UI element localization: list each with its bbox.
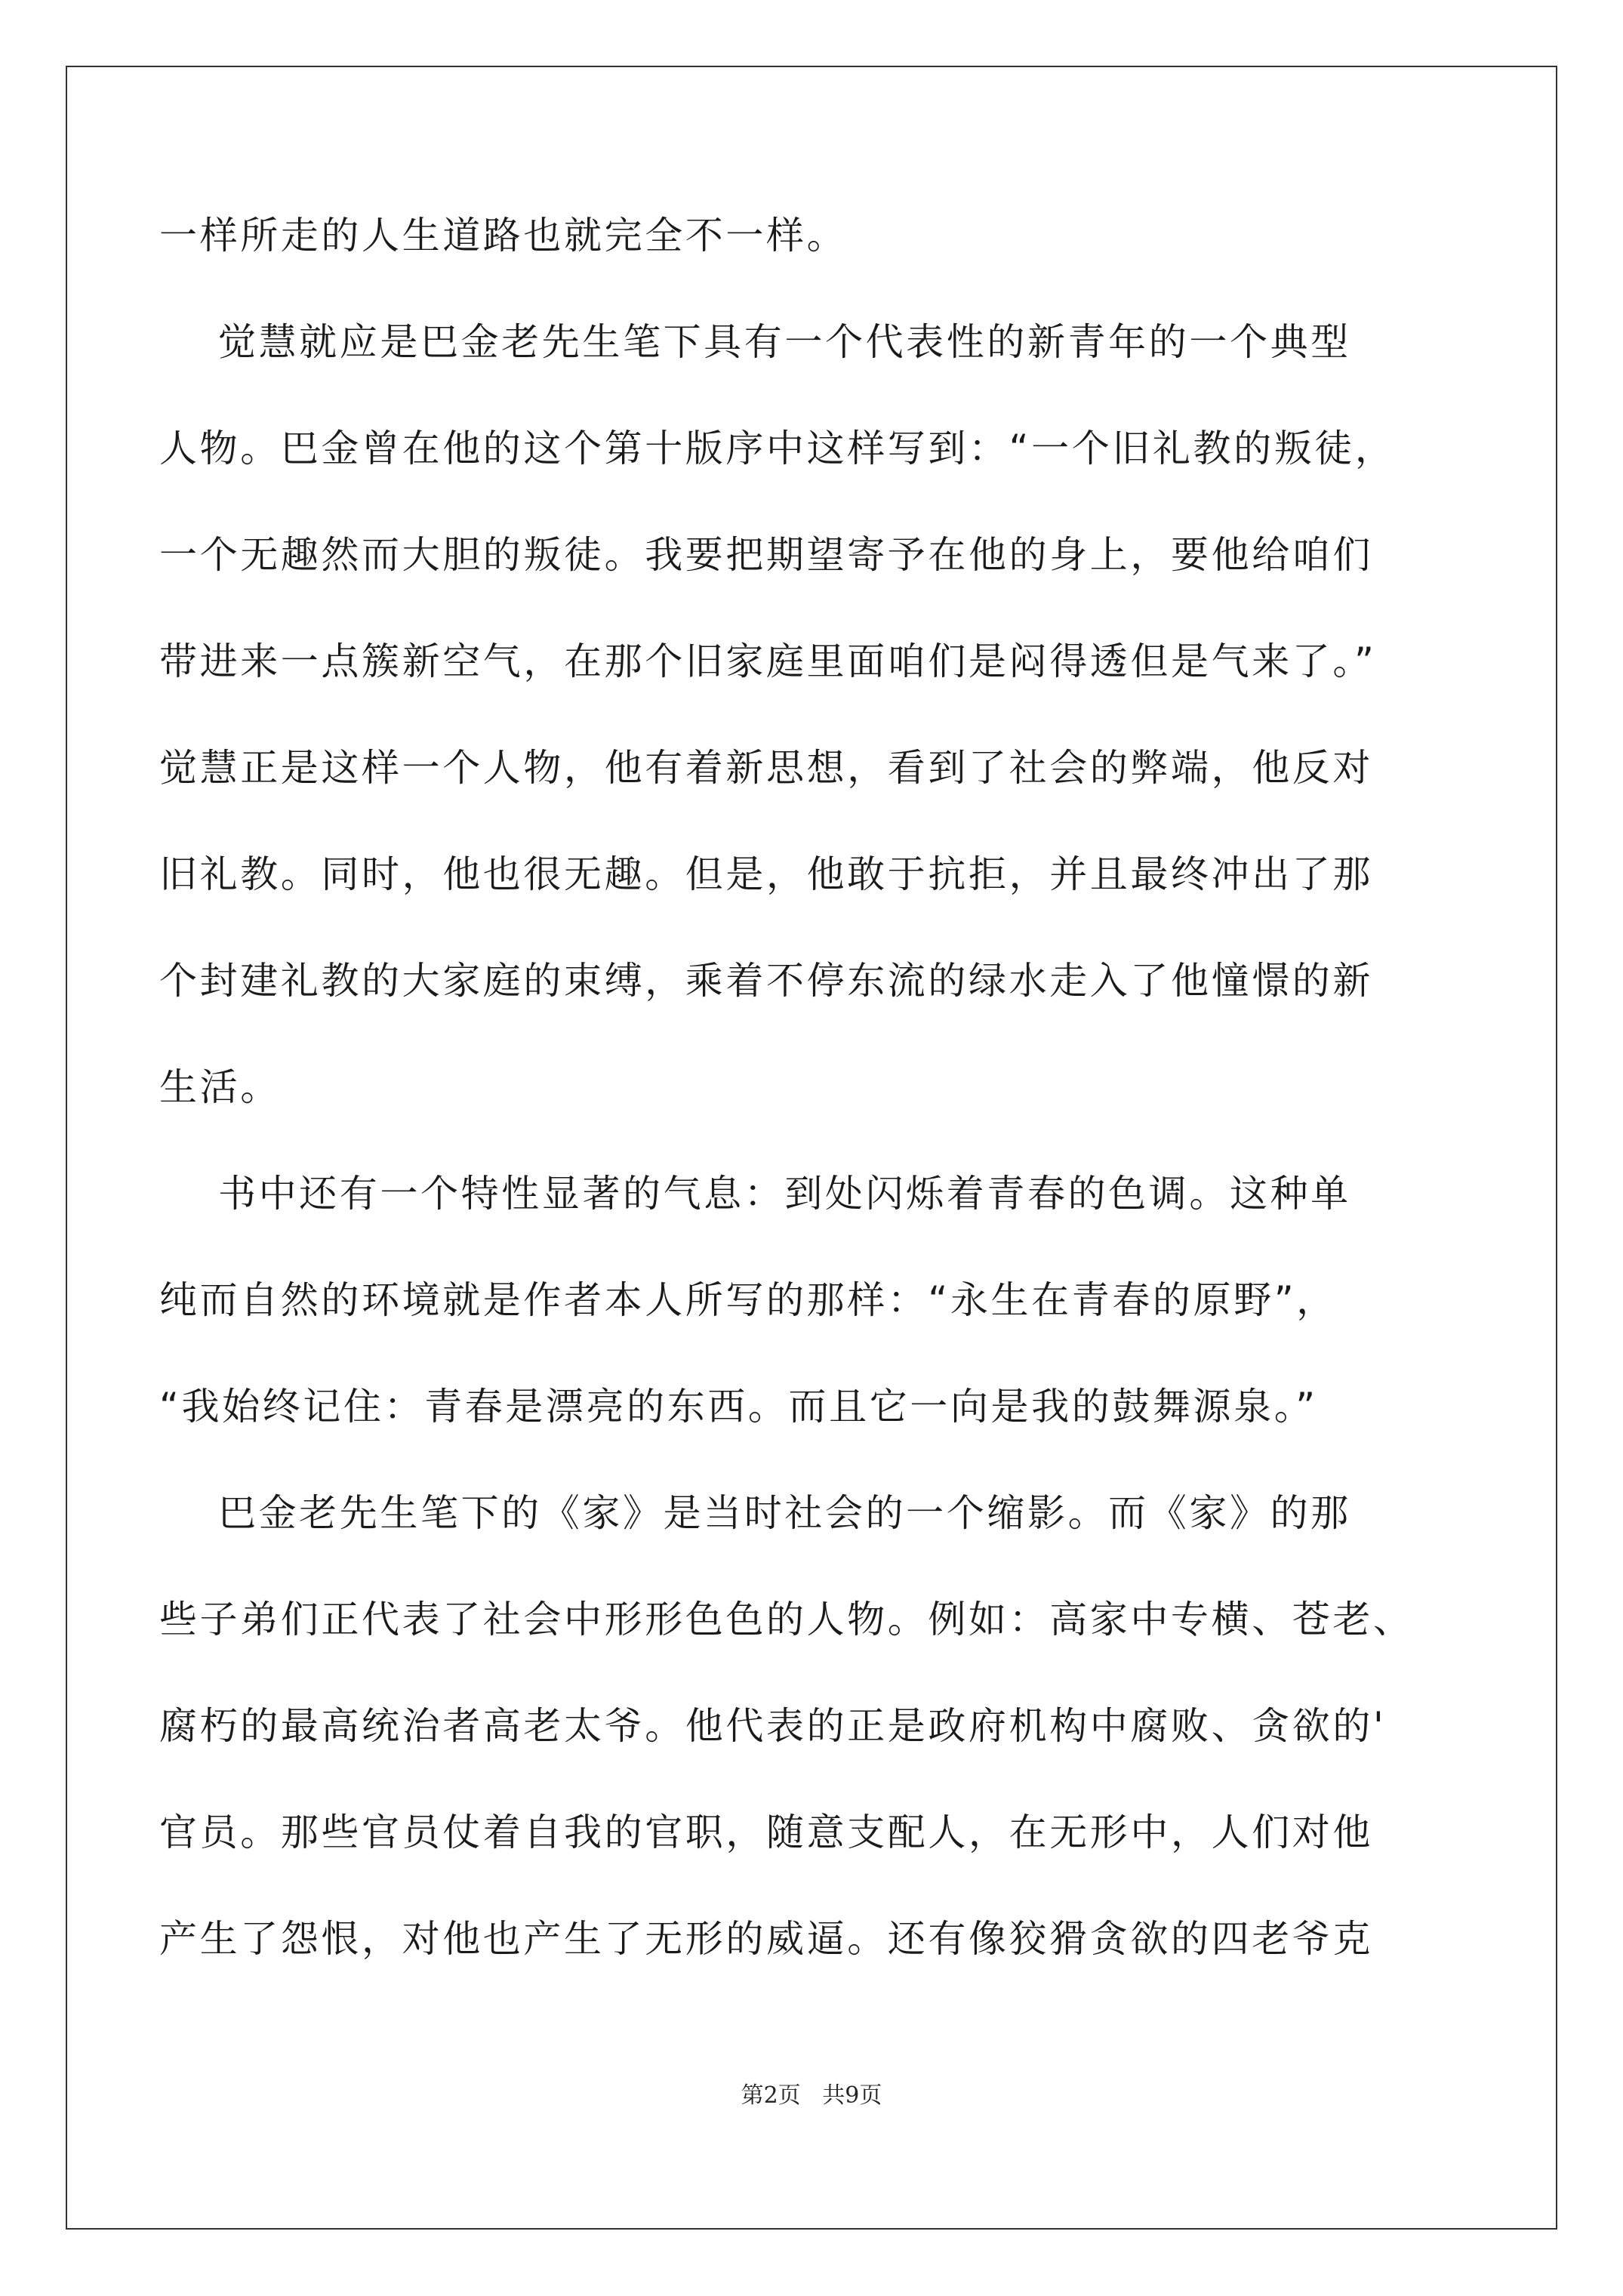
body-line: 觉慧就应是巴金老先生笔下具有一个代表性的新青年的一个典型 <box>159 320 1351 364</box>
body-line: 腐朽的最高统治者高老太爷。他代表的正是政府机构中腐败、贪欲的' <box>159 1704 1387 1748</box>
body-line: 生活。 <box>159 1065 281 1109</box>
body-line: 官员。那些官员仗着自我的官职，随意支配人，在无形中，人们对他 <box>159 1811 1373 1854</box>
body-line: 个封建礼教的大家庭的束缚，乘着不停东流的绿水走入了他憧憬的新 <box>159 959 1373 1003</box>
body-line: 带进来一点簇新空气，在那个旧家庭里面咱们是闷得透但是气来了。” <box>159 639 1377 683</box>
body-line: 产生了怨恨，对他也产生了无形的威逼。还有像狡猾贪欲的四老爷克 <box>159 1917 1373 1961</box>
page-number-footer: 第2页 共9页 <box>741 2082 882 2109</box>
body-line: 人物。巴金曾在他的这个第十版序中这样写到：“一个旧礼教的叛徒， <box>159 427 1396 470</box>
body-line: 一个无趣然而大胆的叛徒。我要把期望寄予在他的身上，要他给咱们 <box>159 533 1373 577</box>
body-line: 觉慧正是这样一个人物，他有着新思想，看到了社会的弊端，他反对 <box>159 746 1373 790</box>
body-line: 巴金老先生笔下的《家》是当时社会的一个缩影。而《家》的那 <box>159 1491 1351 1535</box>
body-line: 一样所走的人生道路也就完全不一样。 <box>159 214 848 257</box>
body-line: 书中还有一个特性显著的气息：到处闪烁着青春的色调。这种单 <box>159 1172 1351 1216</box>
body-line: “我始终记住：青春是漂亮的东西。而且它一向是我的鼓舞源泉。” <box>159 1385 1318 1428</box>
page-border <box>66 66 1557 2230</box>
body-line: 纯而自然的环境就是作者本人所写的那样：“永生在青春的原野”， <box>159 1278 1337 1322</box>
body-line: 旧礼教。同时，他也很无趣。但是，他敢于抗拒，并且最终冲出了那 <box>159 852 1373 896</box>
body-line: 些子弟们正代表了社会中形形色色的人物。例如：高家中专横、苍老、 <box>159 1598 1414 1641</box>
